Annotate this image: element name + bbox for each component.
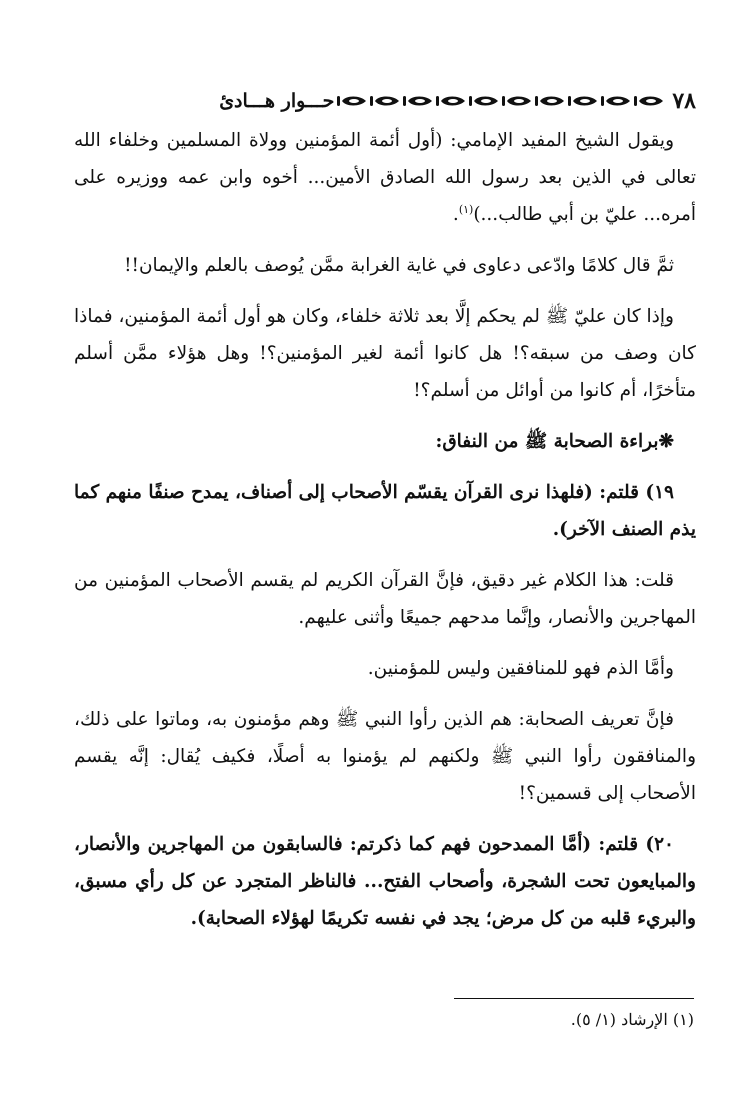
section-heading-text: براءة الصحابة ﷺ من النفاق: — [435, 431, 659, 452]
footnote: (١) الإرشاد (١/ ٥). — [570, 1010, 694, 1029]
footnote-reference: (١) — [458, 202, 474, 216]
page-number: ٧٨ — [672, 88, 696, 114]
running-title: حـــوار هـــادئ — [219, 90, 335, 112]
decorative-ornament-band — [336, 84, 666, 118]
page-header — [74, 84, 696, 118]
ornament-unit — [600, 93, 633, 109]
ornament-unit — [468, 93, 501, 109]
ornament-unit — [534, 93, 567, 109]
paragraph-text: ويقول الشيخ المفيد الإمامي: (أول أئمة المؤمنين وولاة المسلمين وخلفاء الله تعالى في الذين بعد رسول الله الصادق الأمين... أخوه وابن عمه ووزيره على أمره... عليّ بن أبي طالب...) — [74, 130, 696, 225]
ornament-unit — [369, 93, 402, 109]
paragraph-comment: ثمَّ قال كلامًا وادّعى دعاوى في غاية الغرابة ممَّن يُوصف بالعلم والإيمان!! — [124, 255, 674, 276]
paragraph-question: وإذا كان عليّ ﷺ لم يحكم إلَّا بعد ثلاثة خلفاء، وكان هو أول أئمة المؤمنين، فماذا كان وصف من سبقه؟! هل كانوا أئمة لغير المؤمنين؟! وهل هؤلاء ممَّن أسلم متأخرًا، أم كانوا من أوائل من أسلم؟! — [74, 306, 696, 401]
paragraph-point-20: ٢٠) قلتم: (أمَّا الممدحون فهم كما ذكرتم: فالسابقون من المهاجرين والأنصار، والمبايعون تحت الشجرة، وأصحاب الفتح... فالناظر المتجرد عن كل رأي مسبق، والبريء قلبه من كل مرض؛ يجد في نفسه تكريمًا لهؤلاء الصحابة). — [74, 834, 696, 929]
paragraph-point-19: ١٩) قلتم: (فلهذا نرى القرآن يقسّم الأصحاب إلى أصناف، يمدح صنفًا منهم كما يذم الصنف الآخر). — [74, 482, 696, 540]
footnote-divider — [454, 998, 694, 999]
paragraph-definition: فإنَّ تعريف الصحابة: هم الذين رأوا النبي ﷺ وهم مؤمنون به، وماتوا على ذلك، والمنافقون رأوا النبي ﷺ ولكنهم لم يؤمنوا به أصلًا، فكيف يُقال: إنَّه يقسم الأصحاب إلى قسمين؟! — [74, 709, 696, 804]
section-heading — [74, 423, 696, 460]
paragraph-mufid-quote — [74, 122, 696, 233]
ornament-unit — [501, 93, 534, 109]
ornament-unit — [567, 93, 600, 109]
paragraph-tail: . — [452, 204, 459, 225]
paragraph-reply-19: قلت: هذا الكلام غير دقيق، فإنَّ القرآن الكريم لم يقسم الأصحاب المؤمنين من المهاجرين والأنصار، وإنَّما مدحهم جميعًا وأثنى عليهم. — [74, 570, 696, 628]
ornament-unit — [336, 93, 369, 109]
ornament-unit — [435, 93, 468, 109]
page-body — [74, 122, 696, 937]
ornament-unit — [633, 93, 666, 109]
paragraph-blame: وأمَّا الذم فهو للمنافقين وليس للمؤمنين. — [367, 658, 674, 679]
ornament-unit — [402, 93, 435, 109]
asterisk-bullet-icon: ❋ — [658, 431, 674, 452]
